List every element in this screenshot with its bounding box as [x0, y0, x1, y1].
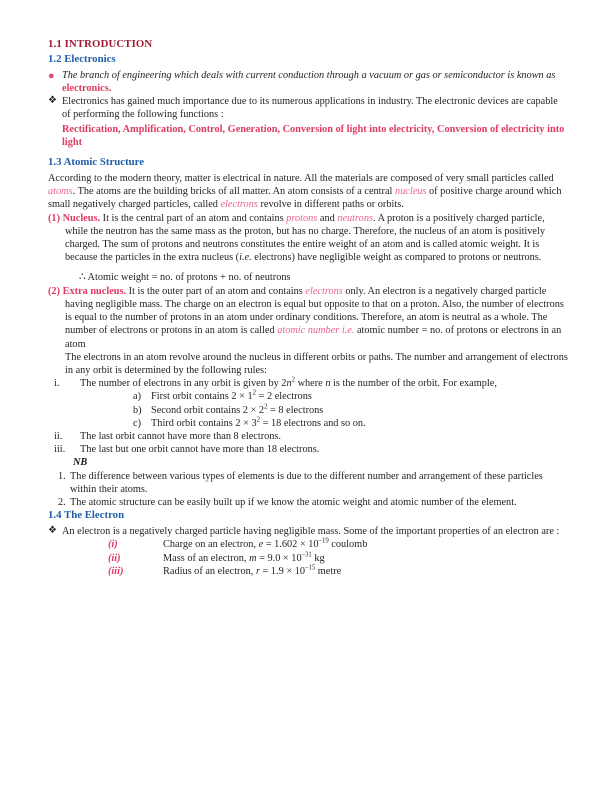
rule-marker-ii: ii. [54, 431, 63, 443]
orbit-c-post: = 18 electrons and so on. [260, 417, 366, 429]
nb-label: NB [73, 457, 88, 469]
spacer [48, 149, 568, 156]
rule-i-text-c: is the number of the orbit. For example, [330, 378, 497, 390]
rule-text-ii: The last orbit cannot have more than 8 electrons. [80, 431, 282, 443]
electronics-functions-list: Rectification, Amplification, Control, Generation, Conversion of light into electricity, Conversion of electricity into light [62, 123, 565, 148]
rule-item-iii [48, 443, 568, 456]
electron-property-iii [108, 565, 568, 578]
rule-item-ii [48, 430, 568, 443]
orbit-examples-list [48, 390, 568, 430]
dot-bullet-icon: ● [48, 69, 55, 82]
orbit-example-text-b [151, 404, 568, 417]
rule-item-i [48, 377, 568, 390]
electronics-importance-row [48, 95, 568, 149]
orbit-b-sup: 2 [264, 403, 268, 411]
nb-marker-2: 2. [58, 497, 66, 509]
electronics-importance-text: Electronics has gained much importance due to its numerous applications in industry. The electronic devices are capable of performing the following functions : [62, 96, 558, 121]
nb-item-2 [48, 496, 568, 509]
orbit-b-pre: Second orbit contains 2 × 2 [151, 404, 265, 416]
orbit-c-sup: 2 [256, 416, 261, 424]
extra-text-a: It is the outer part of an atom and contains [126, 285, 306, 297]
nb-text-1: The difference between various types of elements is due to the different number and arrangement of these particles within their atoms. [70, 470, 543, 495]
orbit-example-marker-a: a) [133, 391, 141, 403]
property-iii-mid: = 1.9 × 10 [259, 565, 306, 577]
rules-list [48, 377, 568, 456]
orbit-example-a [133, 390, 568, 403]
extra-text-b: only. An electron is a negatively charged particle having negligible mass. The charge on an electron is equal but opposite to that on a proton. Also, the number of electrons is equal to the number of protons in an atom under ordinary conditions. Therefore, an atom is neutral as a whole. The number of electrons or protons in an atom is called [65, 285, 564, 337]
property-i-symbol: e [258, 539, 264, 551]
heading-1-3-atomic-structure: 1.3 Atomic Structure [48, 156, 145, 169]
intro-text-a: According to the modern theory, matter is electrical in nature. All the materials are composed of very small particles called [48, 172, 554, 184]
property-ii-symbol: m [249, 552, 257, 564]
orbit-a-pre: First orbit contains 2 × 1 [151, 391, 253, 403]
rule-marker-iii: iii. [54, 444, 66, 456]
intro-text-d: revolve in different paths or orbits. [257, 199, 404, 211]
heading-1-1-introduction: 1.1 INTRODUCTION [48, 38, 153, 50]
atomic-structure-intro-paragraph [48, 172, 568, 212]
property-i-pre: Charge on an electron, [163, 539, 259, 551]
nb-item-1 [48, 470, 568, 496]
property-i-post: coulomb [328, 539, 368, 551]
orbit-c-pre: Third orbit contains 2 × 3 [151, 417, 257, 429]
property-ii-pre: Mass of an electron, [163, 552, 250, 564]
orbit-b-post: = 8 electrons [267, 404, 324, 416]
rule-marker-i: i. [54, 378, 60, 390]
term-electrons-2: electrons [305, 285, 343, 297]
extra-nucleus-marker: (2) Extra nucleus. [48, 285, 127, 297]
electron-property-i [108, 538, 568, 551]
term-protons: protons [286, 212, 318, 224]
term-neutrons: neutrons [337, 212, 373, 224]
spacer [48, 264, 568, 271]
orbit-example-text-a [151, 390, 568, 403]
rule-text-i [80, 377, 568, 390]
electronics-importance-block [62, 95, 568, 149]
electronics-definition-part1: The branch of engineering which deals with current conduction through a vacuum or gas or semiconductor is known as [62, 69, 556, 81]
property-text-i [163, 538, 568, 551]
rule-i-variable: n [286, 378, 292, 390]
property-marker-ii: (ii) [108, 552, 121, 564]
electron-intro-text: An electron is a negatively charged particle having negligible mass. Some of the important properties of an electron are : [62, 526, 560, 538]
term-electrons: electrons [220, 199, 258, 211]
orbit-example-text-c [151, 417, 568, 430]
rule-i-exponent: 2 [291, 376, 296, 384]
property-iii-post: metre [315, 565, 342, 577]
property-ii-sup: –31 [301, 551, 312, 559]
term-atomic-number: atomic number i.e. [277, 325, 355, 337]
electron-intro-row [48, 525, 568, 538]
property-iii-pre: Radius of an electron, [163, 565, 256, 577]
nucleus-text-d: electrons) have negligible weight as compared to protons or neutrons. [251, 252, 542, 264]
property-iii-symbol: r [255, 565, 260, 577]
orbits-paragraph: The electrons in an atom revolve around the nucleus in different orbits or paths. The number and arrangement of electrons in any orbit is determined by the following rules: [65, 351, 568, 376]
nucleus-text-a: It is the central part of an atom and contains [100, 212, 287, 224]
orbit-example-c [133, 417, 568, 430]
flower-bullet-icon: ❖ [48, 95, 57, 107]
property-marker-iii: (iii) [108, 565, 124, 577]
rule-i-text-b: where [295, 378, 326, 390]
orbit-a-sup: 2 [252, 389, 257, 397]
intro-text-c: of positive charge around which small negatively charged particles, called [48, 186, 562, 211]
nucleus-text-c: . A proton is a positively charged particle, while the neutron has the same mass as the proton, but has no charge. Therefore, the nucleus of an atom is positively charged. The sum of protons and neutrons constitutes the entire weight of an atom and is called atomic weight. It is because the particles in the extra nucleus ( [65, 212, 546, 264]
property-iii-sup: –15 [305, 564, 316, 572]
rule-i-variable-2: n [325, 378, 331, 390]
electron-properties-list [48, 538, 568, 578]
property-ii-mid: = 9.0 × 10 [256, 552, 302, 564]
intro-text-b: . The atoms are the building bricks of all matter. An atom consists of a central [72, 186, 395, 198]
electronics-definition-row [48, 69, 568, 95]
property-ii-post: kg [311, 552, 325, 564]
orbit-a-post: = 2 electrons [256, 391, 312, 403]
property-i-sup: –19 [318, 538, 329, 546]
property-i-mid: = 1.602 × 10 [263, 539, 319, 551]
orbit-example-b [133, 404, 568, 417]
nb-list [48, 470, 568, 510]
property-marker-i: (i) [108, 539, 118, 551]
extra-nucleus-paragraph [48, 285, 568, 351]
nb-text-2: The atomic structure can be easily built up if we know the atomic weight and atomic number of the element. [70, 497, 517, 509]
orbit-example-marker-b: b) [133, 404, 142, 416]
term-atoms: atoms [48, 186, 73, 198]
rule-text-iii: The last but one orbit cannot have more than 18 electrons. [80, 444, 320, 456]
nb-marker-1: 1. [58, 470, 66, 482]
orbit-example-marker-c: c) [133, 417, 141, 429]
electron-property-ii [108, 552, 568, 565]
electronics-definition-text [62, 69, 568, 95]
rule-i-text-a: The number of electrons in any orbit is given by 2 [80, 378, 287, 390]
property-text-iii [163, 565, 568, 578]
electronics-keyword: electronics. [62, 82, 112, 94]
nucleus-marker: (1) Nucleus. [48, 212, 101, 224]
term-ie: i.e. [239, 252, 252, 264]
nucleus-text-b: and [317, 212, 338, 224]
property-text-ii [163, 552, 568, 565]
heading-1-2-electronics: 1.2 Electronics [48, 52, 116, 65]
atomic-weight-formula: ∴ Atomic weight = no. of protons + no. of neutrons [79, 272, 291, 284]
extra-text-c: atomic number = no. of protons or electrons in an atom [65, 325, 562, 350]
nucleus-paragraph [48, 212, 568, 265]
flower-bullet-icon-2: ❖ [48, 525, 57, 537]
heading-1-4-the-electron: 1.4 The Electron [48, 509, 125, 522]
term-nucleus: nucleus [394, 186, 427, 198]
